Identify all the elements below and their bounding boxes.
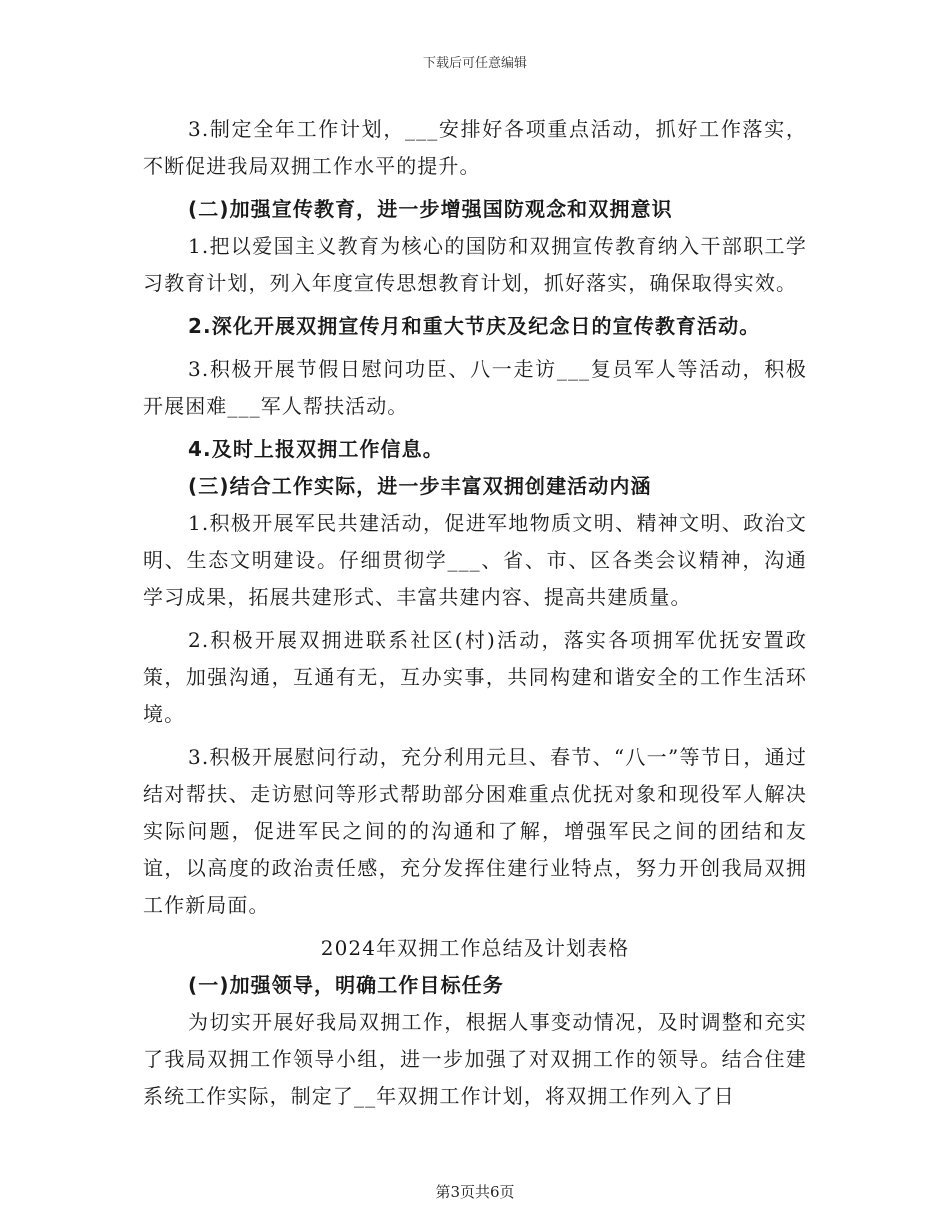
paragraph-activity-3: 3.积极开展慰问行动，充分利用元旦、春节、“八一”等节日，通过结对帮扶、走访慰问等形式帮助部分困难重点优抚对象和现役军人解决实际问题，促进军民之间的的沟通和了解，增强军民之间的团结和友谊，以高度的政治责任感，充分发挥住建行业特点，努力开创我局双拥工作新局面。 (143, 745, 807, 917)
document-body (143, 111, 807, 1115)
paragraph-activity-2: 2.积极开展双拥进联系社区(村)活动，落实各项拥军优抚安置政策，加强沟通，互通有无，互办实事，共同构建和谐安全的工作生活环境。 (143, 628, 807, 726)
heading-section-1: (一)加强领导，明确工作目标任务 (188, 973, 504, 997)
heading-section-3: (三)结合工作实际，进一步丰富双拥创建活动内涵 (188, 474, 652, 498)
document-title: 2024年双拥工作总结及计划表格 (320, 936, 630, 960)
paragraph-education-2: 2.深化开展双拥宣传月和重大节庆及纪念日的宣传教育活动。 (188, 314, 761, 338)
page-header: 下载后可任意编辑 (422, 56, 527, 71)
page-footer: 第3页共6页 (435, 1183, 515, 1201)
heading-section-2: (二)加强宣传教育，进一步增强国防观念和双拥意识 (188, 197, 673, 221)
paragraph-education-3: 3.积极开展节假日慰问功臣、八一走访___复员军人等活动，积极开展困难___军人帮扶活动。 (143, 357, 807, 418)
paragraph-activity-1: 1.积极开展军民共建活动，促进军地物质文明、精神文明、政治文明、生态文明建设。仔细贯彻学___、省、市、区各类会议精神，沟通学习成果，拓展共建形式、丰富共建内容、提高共建质量。 (143, 511, 807, 609)
paragraph-leadership: 为切实开展好我局双拥工作，根据人事变动情况，及时调整和充实了我局双拥工作领导小组，进一步加强了对双拥工作的领导。结合住建系统工作实际，制定了__年双拥工作计划，将双拥工作列入了日 (143, 1010, 807, 1108)
paragraph-plan-3: 3.制定全年工作计划，___安排好各项重点活动，抓好工作落实，不断促进我局双拥工作水平的提升。 (143, 117, 807, 178)
paragraph-education-4: 4.及时上报双拥工作信息。 (188, 437, 444, 461)
paragraph-education-1: 1.把以爱国主义教育为核心的国防和双拥宣传教育纳入干部职工学习教育计划，列入年度宣传思想教育计划，抓好落实，确保取得实效。 (143, 234, 807, 295)
